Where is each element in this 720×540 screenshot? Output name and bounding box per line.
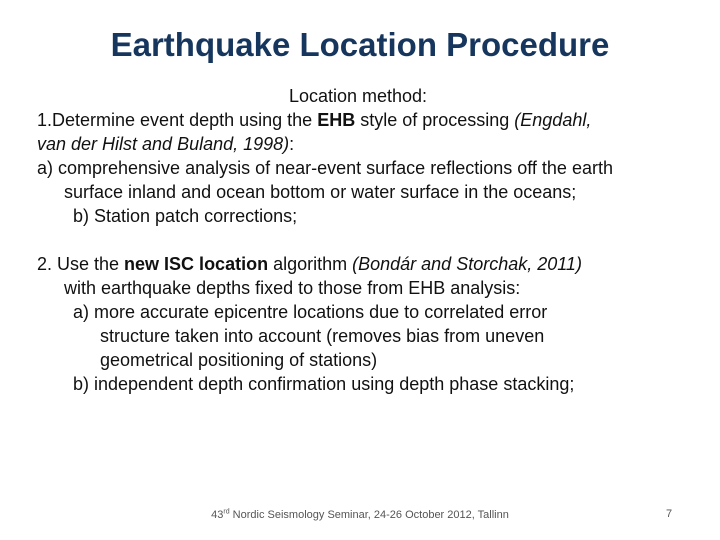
item1-line1 (37, 108, 697, 132)
item1-a-line1: a) comprehensive analysis of near-event surface reflections off the earth (37, 158, 613, 178)
item1-ref-line1: (Engdahl, (514, 110, 592, 130)
item2-a-line1: a) more accurate epicentre locations due to correlated error (73, 302, 548, 322)
item1-mid: style of processing (355, 110, 515, 130)
item2-line2: with earthquake depths fixed to those from EHB analysis: (64, 278, 521, 298)
item2-bold: new ISC location (124, 254, 269, 274)
spacer (37, 228, 697, 252)
page-number: 7 (666, 508, 673, 520)
slide-footer (150, 509, 570, 521)
item2-b-line: b) independent depth confirmation using depth phase stacking; (73, 374, 575, 394)
slide-title: Earthquake Location Procedure (110, 26, 610, 63)
slide-body (37, 84, 697, 396)
footer-number: 43 (211, 509, 224, 521)
subtitle-colon: : (422, 86, 428, 106)
subtitle: Location method (288, 86, 423, 106)
item1-prefix: 1.Determine event depth using the (37, 110, 318, 130)
item1-bold: EHB (317, 110, 356, 130)
item2-mid: algorithm (268, 254, 353, 274)
item1-ref-end: : (289, 134, 295, 154)
item1-b-line: b) Station patch corrections; (73, 206, 298, 226)
item2-a-line2: structure taken into account (removes bias from uneven (100, 326, 545, 346)
subtitle-line (37, 84, 697, 108)
item2-ref: (Bondár and Storchak, 2011) (352, 254, 582, 274)
item2-line1 (37, 252, 697, 276)
item2-num: 2. Use the (37, 254, 125, 274)
footer-ordinal: rd (223, 508, 230, 516)
item2-a-line3: geometrical positioning of stations) (100, 350, 378, 370)
item1-a-line2: surface inland and ocean bottom or water surface in the oceans; (64, 182, 577, 202)
item1-ref-line2: van der Hilst and Buland, 1998) (37, 134, 290, 154)
item1-line2 (37, 132, 697, 156)
footer-text: Nordic Seismology Seminar, 24-26 October 2012, Tallinn (229, 509, 509, 521)
